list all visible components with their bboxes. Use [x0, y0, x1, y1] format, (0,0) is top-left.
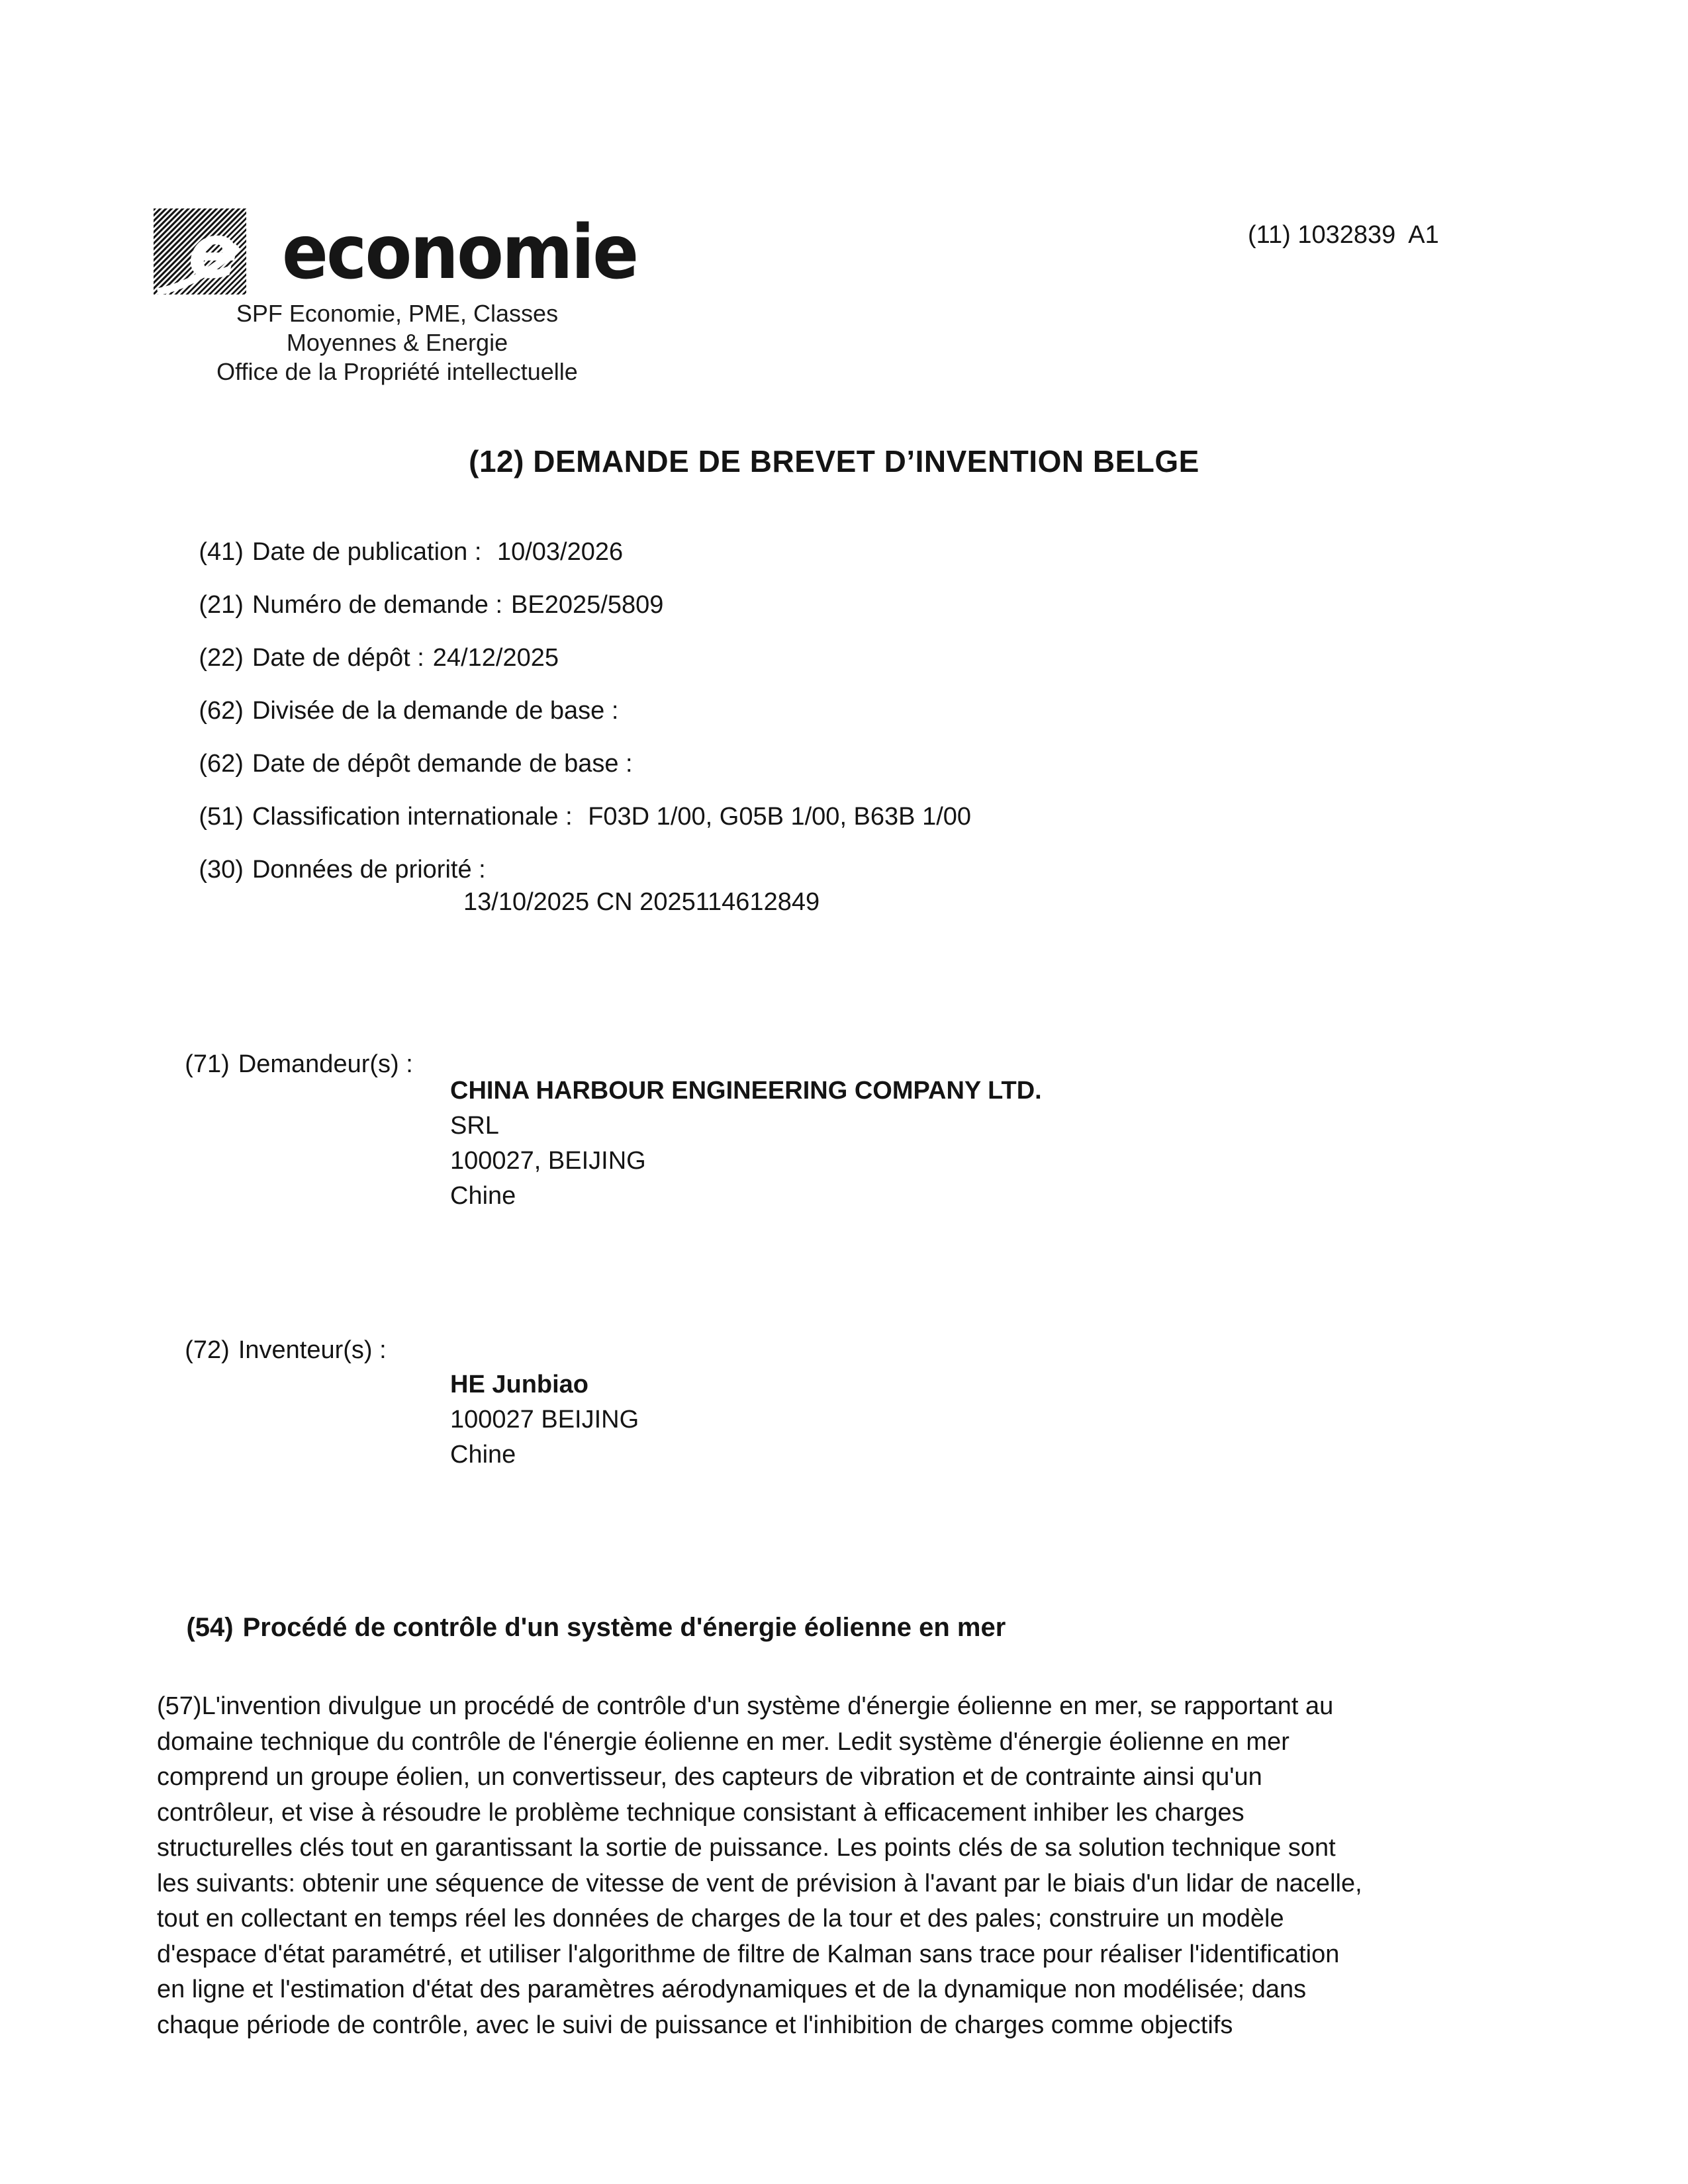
- applicant-address-line: 100027, BEIJING: [450, 1147, 646, 1175]
- applicant-address-line: SRL: [450, 1112, 499, 1140]
- org-line-1: SPF Economie, PME, Classes: [236, 300, 559, 327]
- field-value: 24/12/2025: [432, 644, 559, 672]
- applicant-address-line: Chine: [450, 1182, 516, 1210]
- field-label: Numéro de demande :: [252, 591, 503, 619]
- section-code: (72): [185, 1336, 230, 1364]
- field-code: (62): [199, 750, 244, 778]
- section-label: Demandeur(s) :: [238, 1050, 413, 1078]
- field-value: 10/03/2026: [496, 538, 624, 566]
- document-title: (12) DEMANDE DE BREVET D’INVENTION BELGE: [469, 444, 1199, 478]
- economie-logo-e-icon: [154, 208, 246, 295]
- field-label: Date de dépôt demande de base :: [252, 750, 633, 778]
- applicant-details: [450, 1073, 1042, 1214]
- logo-wordmark: economie: [282, 210, 637, 296]
- field-label: Date de publication :: [252, 538, 489, 566]
- section-label: Inventeur(s) :: [238, 1336, 387, 1364]
- inventor-name: HE Junbiao: [450, 1371, 589, 1398]
- field-code: (21): [199, 591, 244, 619]
- priority-data-value: 13/10/2025 CN 2025114612849: [463, 888, 820, 916]
- abstract-text: L'invention divulgue un procédé de contrôle d'un système d'énergie éolienne en mer, se rapportant au domaine technique du contrôle de l'énergie éolienne en mer. Ledit système d'énergie éolienne en mer comprend un groupe éolien, un convertisseur, des capteurs de vibration et de contrainte ainsi qu'un contrôleur, et vise à résoudre le problème technique consistant à efficacement inhiber les charges structurelles clés tout en garantissant la sortie de puissance. Les points clés de sa solution technique sont les suivants: obtenir une séquence de vitesse de vent de prévision à l'avant par le biais d'un lidar de nacelle, tout en collectant en temps réel les données de charges de la tour et des pales; construire un modèle d'espace d'état paramétré, et utiliser l'algorithme de filtre de Kalman sans trace pour réaliser l'identification en ligne et l'estimation d'état des paramètres aérodynamiques et de la dynamique non modélisée; dans chaque période de contrôle, avec le suivi de puissance et l'inhibition de charges comme objectifs: [157, 1692, 1362, 2039]
- field-value: BE2025/5809: [511, 591, 664, 619]
- field-code: (51): [199, 803, 244, 831]
- bibliographic-fields: [157, 508, 972, 884]
- org-line-3: Office de la Propriété intellectuelle: [216, 358, 578, 385]
- applicant-name: CHINA HARBOUR ENGINEERING COMPANY LTD.: [450, 1077, 1042, 1105]
- abstract-code: (57): [157, 1692, 202, 1720]
- field-code: (62): [199, 697, 244, 725]
- org-line-2: Moyennes & Energie: [286, 329, 508, 356]
- inventor-details: [450, 1367, 639, 1473]
- abstract: [157, 1689, 1567, 2043]
- field-label: Date de dépôt :: [252, 644, 424, 672]
- inventor-address-line: 100027 BEIJING: [450, 1406, 639, 1433]
- inventor-address-line: Chine: [450, 1441, 516, 1469]
- field-code: (22): [199, 644, 244, 672]
- economie-logo-icon: [154, 208, 246, 295]
- field-code: (41): [199, 538, 244, 566]
- svg-text:e: e: [188, 209, 238, 295]
- field-value: F03D 1/00, G05B 1/00, B63B 1/00: [588, 803, 972, 831]
- invention-title-code: (54): [186, 1613, 234, 1642]
- invention-title: [157, 1583, 1006, 1672]
- applicant-section-heading: [157, 1021, 413, 1108]
- invention-title-text: Procédé de contrôle d'un système d'énergie éolienne en mer: [242, 1613, 1006, 1642]
- field-label: Données de priorité :: [252, 856, 486, 884]
- publication-number: (11) 1032839 A1: [1248, 221, 1439, 249]
- field-label: Divisée de la demande de base :: [252, 697, 619, 725]
- field-publication-date: [157, 508, 971, 566]
- field-label: Classification internationale :: [252, 803, 580, 831]
- field-code: (30): [199, 856, 244, 884]
- inventor-section-heading: [157, 1306, 387, 1394]
- issuing-office-block: [151, 299, 643, 387]
- section-code: (71): [185, 1050, 230, 1078]
